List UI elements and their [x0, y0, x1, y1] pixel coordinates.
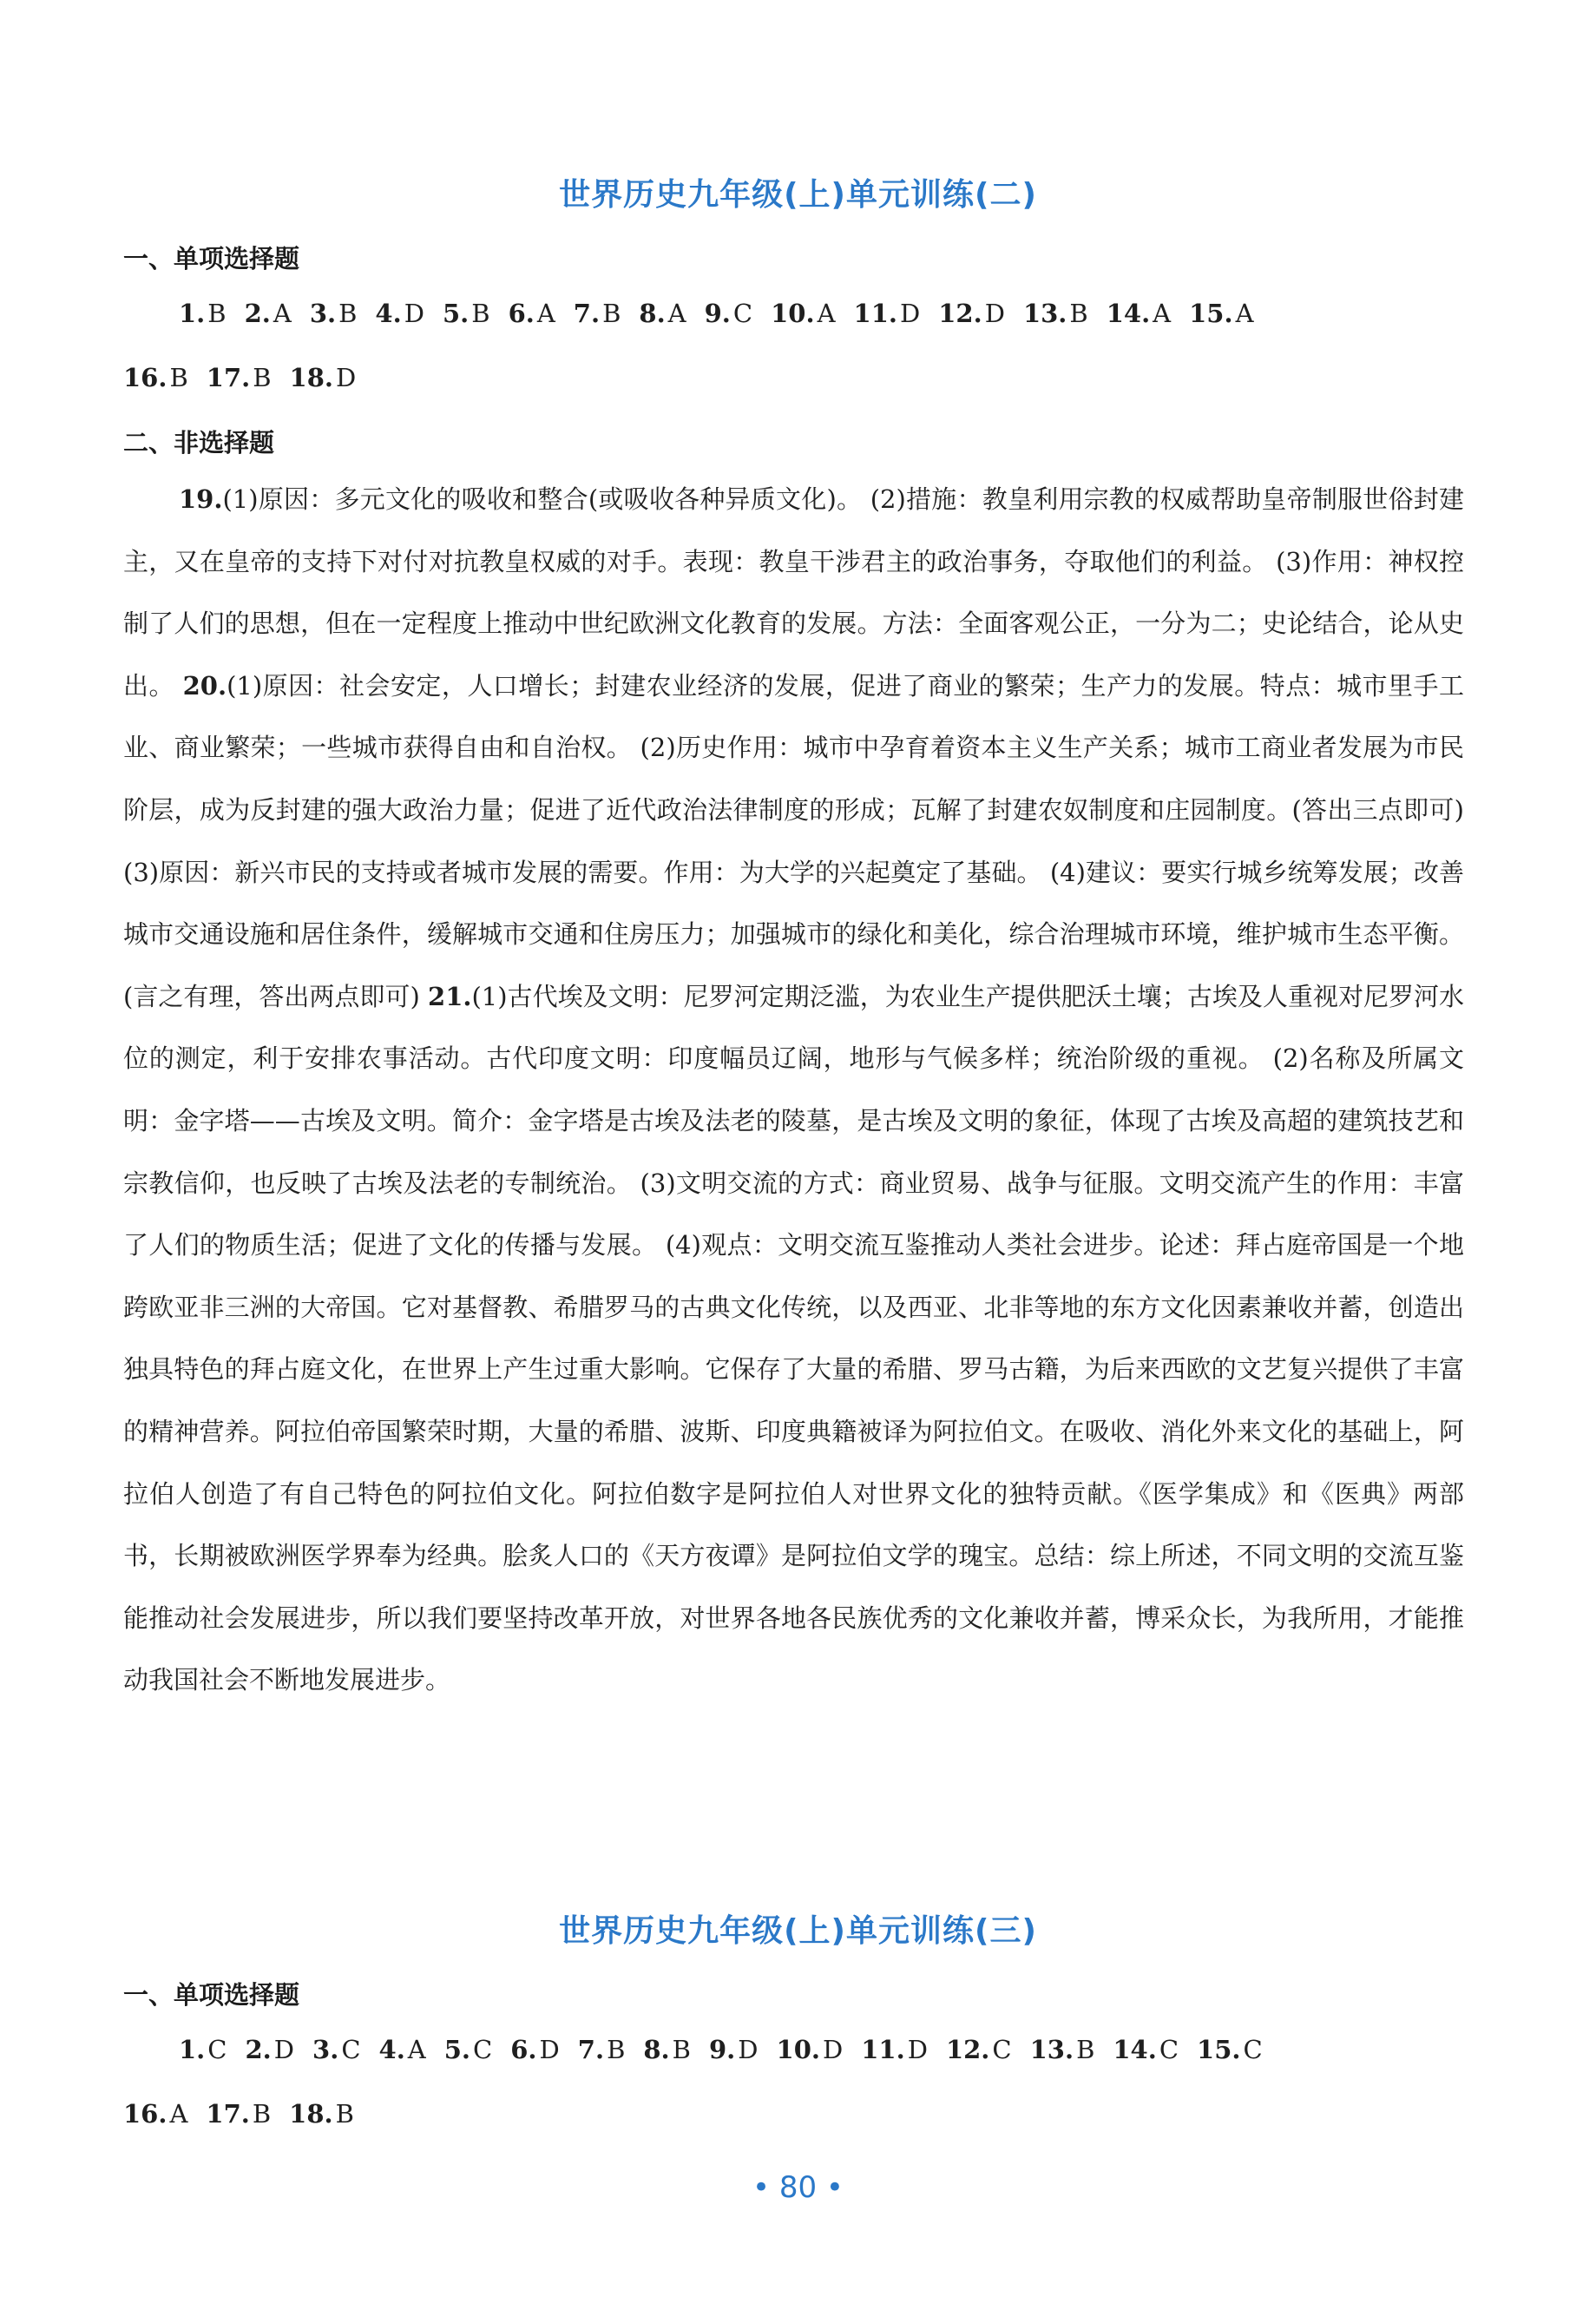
unit2-section1-title: 一、单项选择题 — [123, 244, 300, 273]
answer-letter: A — [1153, 299, 1172, 328]
answer-item — [179, 281, 227, 346]
answer-letter: B — [338, 299, 358, 328]
answer-letter: C — [732, 299, 753, 328]
answer-item — [179, 2017, 227, 2082]
answer-item — [123, 346, 188, 410]
answer-letter: D — [539, 2035, 560, 2064]
answer-number: 6. — [510, 2035, 537, 2064]
question-21-number: 21. — [428, 981, 472, 1011]
answer-number: 3. — [312, 2035, 339, 2064]
answer-number: 3. — [309, 299, 337, 328]
unit2-section2-title: 二、非选择题 — [123, 428, 275, 457]
answer-item — [310, 281, 358, 346]
answer-number: 12. — [938, 299, 982, 328]
answer-line-2 — [123, 2082, 1464, 2146]
unit2-answer-list — [123, 281, 1464, 410]
answer-number: 10. — [771, 299, 815, 328]
answer-item — [379, 2017, 426, 2082]
answer-number: 11. — [853, 299, 897, 328]
answer-letter: B — [169, 363, 188, 392]
answer-letter: A — [273, 299, 292, 328]
answer-number: 18. — [289, 363, 333, 392]
answer-item — [771, 281, 835, 346]
answer-item — [510, 2017, 560, 2082]
answer-letter: B — [471, 299, 490, 328]
answer-number: 16. — [123, 2099, 167, 2129]
answer-number: 13. — [1022, 299, 1067, 328]
answer-number: 10. — [776, 2035, 820, 2064]
answer-item — [206, 2082, 271, 2146]
unit3-answer-list — [123, 2017, 1464, 2146]
answer-number: 2. — [244, 299, 271, 328]
answer-item — [938, 281, 1005, 346]
question-20-answer: (1)原因：社会安定，人口增长；封建农业经济的发展，促进了商业的繁荣；生产力的发展。特点：城市里手工业、商业繁荣；一些城市获得自由和自治权。 (2)历史作用：城市中孕育着资本主义生产关系；城市工商业者发展为市民阶层，成为反封建的强大政治力量；促进了近代政治法律制度的形成；瓦解了封建农奴制度和庄园制度。(答出三点即可) (3)原因：新兴市民的支持或者城市发展的需要。作用：为大学的兴起奠定了基础。 (4)建议：要实行城乡统筹发展；改善城市交通设施和居住条件，缓解城市交通和住房压力；加强城市的绿化和美化，综合治理城市环境，维护城市生态平衡。(言之有理，答出两点即可) — [123, 670, 1464, 1011]
answer-number: 13. — [1029, 2035, 1074, 2064]
answer-letter: D — [822, 2035, 844, 2064]
unit3-section1-title: 一、单项选择题 — [123, 1980, 300, 2010]
answer-number: 15. — [1197, 2035, 1241, 2064]
answer-item — [509, 281, 555, 346]
answer-number: 5. — [442, 299, 470, 328]
answer-item — [705, 281, 752, 346]
answer-item — [123, 2082, 187, 2146]
answer-letter: B — [607, 2035, 626, 2064]
answer-number: 17. — [206, 2099, 250, 2129]
answer-item — [443, 281, 490, 346]
answer-item — [207, 346, 272, 410]
answer-letter: A — [169, 2099, 188, 2129]
answer-number: 15. — [1189, 299, 1233, 328]
answer-letter: C — [1243, 2035, 1263, 2064]
answer-letter: C — [207, 2035, 227, 2064]
answer-letter: B — [1076, 2035, 1095, 2064]
question-19-answer: (1)原因：多元文化的吸收和整合(或吸收各种异质文化)。 (2)措施：教皇利用宗教的权威帮助皇帝制服世俗封建主，又在皇帝的支持下对付对抗教皇权威的对手。表现：教皇干涉君主的政治事务，夺取他们的利益。 (3)作用：神权控制了人们的思想，但在一定程度上推动中世纪欧洲文化教育的发展。方法：全面客观公正，一分为二；史论结合，论从史出。 — [123, 484, 1464, 701]
answer-item — [854, 281, 921, 346]
answer-letter: B — [207, 299, 227, 328]
answer-item — [245, 2017, 294, 2082]
answer-letter: B — [253, 363, 272, 392]
answer-number: 4. — [378, 2035, 405, 2064]
answer-number: 7. — [577, 2035, 605, 2064]
answer-letter: C — [992, 2035, 1012, 2064]
answer-letter: A — [1235, 299, 1254, 328]
answer-item — [1189, 281, 1253, 346]
answer-item — [444, 2017, 492, 2082]
answer-number: 12. — [945, 2035, 990, 2064]
answer-number: 1. — [179, 299, 206, 328]
unit2-essay-answers — [123, 469, 1464, 1712]
answer-letter: A — [536, 299, 555, 328]
answer-letter: C — [473, 2035, 493, 2064]
answer-number: 11. — [861, 2035, 905, 2064]
answer-number: 16. — [123, 363, 167, 392]
answer-item — [1197, 2017, 1263, 2082]
answer-letter: D — [899, 299, 921, 328]
answer-number: 6. — [508, 299, 535, 328]
answer-letter: B — [252, 2099, 272, 2129]
unit2-title: 世界历史九年级(上)单元训练(二) — [559, 177, 1037, 213]
answer-number: 8. — [639, 299, 666, 328]
answer-letter: C — [341, 2035, 361, 2064]
answer-number: 5. — [443, 2035, 471, 2064]
answer-number: 7. — [573, 299, 601, 328]
answer-letter: D — [335, 363, 357, 392]
question-20-number: 20. — [182, 670, 227, 701]
answer-item — [1113, 2017, 1179, 2082]
answer-item — [290, 346, 357, 410]
answer-number: 17. — [206, 363, 251, 392]
answer-letter: B — [602, 299, 621, 328]
answer-item — [289, 2082, 354, 2146]
answer-line-2 — [123, 346, 1464, 410]
answer-number: 14. — [1113, 2035, 1157, 2064]
answer-letter: D — [273, 2035, 295, 2064]
answer-letter: B — [1069, 299, 1088, 328]
answer-item — [578, 2017, 626, 2082]
answer-item — [1030, 2017, 1095, 2082]
answer-line-1 — [123, 281, 1464, 346]
answer-number: 8. — [643, 2035, 670, 2064]
answer-letter: C — [1159, 2035, 1179, 2064]
answer-item — [375, 281, 424, 346]
answer-number: 4. — [375, 299, 402, 328]
answer-item — [574, 281, 621, 346]
answer-number: 18. — [289, 2099, 333, 2129]
answer-letter: B — [335, 2099, 354, 2129]
answer-item — [777, 2017, 844, 2082]
answer-number: 9. — [708, 2035, 736, 2064]
answer-item — [861, 2017, 928, 2082]
answer-item — [1023, 281, 1088, 346]
answer-item — [643, 2017, 691, 2082]
question-19-number: 19. — [179, 484, 223, 514]
answer-letter: A — [817, 299, 836, 328]
answer-item — [946, 2017, 1012, 2082]
answer-letter: B — [672, 2035, 691, 2064]
answer-item — [709, 2017, 759, 2082]
answer-item — [639, 281, 686, 346]
answer-item — [1107, 281, 1171, 346]
answer-item — [245, 281, 292, 346]
answer-number: 1. — [179, 2035, 206, 2064]
answer-letter: A — [667, 299, 686, 328]
answer-letter: D — [907, 2035, 928, 2064]
answer-number: 2. — [245, 2035, 272, 2064]
answer-letter: D — [738, 2035, 759, 2064]
page-number: • 80 • — [752, 2170, 844, 2205]
answer-number: 14. — [1106, 299, 1151, 328]
answer-letter: A — [407, 2035, 426, 2064]
answer-line-1 — [123, 2017, 1464, 2082]
answer-letter: D — [984, 299, 1005, 328]
answer-item — [312, 2017, 360, 2082]
answer-letter: D — [404, 299, 424, 328]
answer-number: 9. — [704, 299, 731, 328]
question-21-answer: (1)古代埃及文明：尼罗河定期泛滥，为农业生产提供肥沃土壤；古埃及人重视对尼罗河水位的测定，利于安排农事活动。古代印度文明：印度幅员辽阔，地形与气候多样；统治阶级的重视。 (2)名称及所属文明：金字塔——古埃及文明。简介：金字塔是古埃及法老的陵墓，是古埃及文明的象征，体现了古埃及高超的建筑技艺和宗教信仰，也反映了古埃及法老的专制统治。 (3)文明交流的方式：商业贸易、战争与征服。文明交流产生的作用：丰富了人们的物质生活；促进了文化的传播与发展。 (4)观点：文明交流互鉴推动人类社会进步。论述：拜占庭帝国是一个地跨欧亚非三洲的大帝国。它对基督教、希腊罗马的古典文化传统，以及西亚、北非等地的东方文化因素兼收并蓄，创造出独具特色的拜占庭文化，在世界上产生过重大影响。它保存了大量的希腊、罗马古籍，为后来西欧的文艺复兴提供了丰富的精神营养。阿拉伯帝国繁荣时期，大量的希腊、波斯、印度典籍被译为阿拉伯文。在吸收、消化外来文化的基础上，阿拉伯人创造了有自己特色的阿拉伯文化。阿拉伯数字是阿拉伯人对世界文化的独特贡献。《医学集成》和《医典》两部书，长期被欧洲医学界奉为经典。脍炙人口的《天方夜谭》是阿拉伯文学的瑰宝。总结：综上所述，不同文明的交流互鉴能推动社会发展进步，所以我们要坚持改革开放，对世界各地各民族优秀的文化兼收并蓄，博采众长，为我所用，才能推动我国社会不断地发展进步。 — [123, 981, 1464, 1695]
unit3-title: 世界历史九年级(上)单元训练(三) — [559, 1913, 1037, 1949]
